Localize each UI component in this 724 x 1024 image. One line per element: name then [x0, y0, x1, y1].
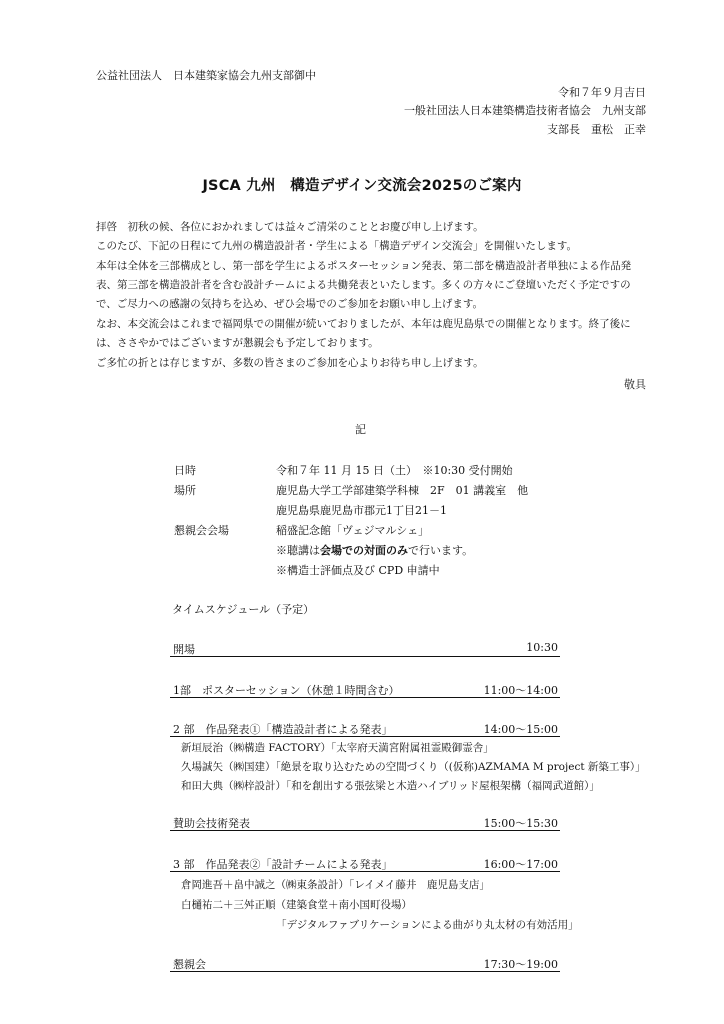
schedule-part2-label: 2 部 作品発表①「構造設計者による発表」	[173, 723, 393, 736]
addressee: 公益社団法人 日本建築家協会九州支部御中	[96, 69, 316, 82]
party-venue-value: 稲盛記念館「ヴェジマルシェ」	[276, 524, 430, 537]
schedule-sponsor-label: 賛助会技術発表	[173, 817, 250, 830]
venue-label: 場所	[174, 484, 196, 497]
sender-signer: 支部長 重松 正幸	[547, 123, 646, 136]
schedule-part2-time: 14:00～15:00	[483, 723, 558, 736]
part2-presenter: 久場誠矢（㈱国建）「絶景を取り込むための空間づくり（(仮称)AZMAMA M project 新築工事）」	[181, 761, 646, 773]
part2-presenter: 新垣辰治（㈱構造 FACTORY）「太宰府天満宮附属祖霊殿御霊舎」	[181, 742, 494, 754]
venue-value: 鹿児島大学工学部建築学科棟 2F 01 講義室 他	[276, 484, 529, 497]
schedule-part3-label: 3 部 作品発表②「設計チームによる発表」	[173, 858, 393, 871]
body-line: 表、第三部を構造設計者を含む設計チームによる共働発表といたします。多くの方々にご登壇いただく予定ですの	[96, 279, 631, 291]
timeschedule-label: タイムスケジュール（予定）	[172, 603, 315, 616]
attendance-note	[276, 542, 473, 558]
party-venue-label: 懇親会会場	[174, 524, 229, 537]
body-line: このたび、下記の日程にて九州の構造設計者・学生による「構造デザイン交流会」を開催いたします。	[96, 240, 578, 252]
schedule-party-time: 17:30～19:00	[483, 958, 558, 971]
part3-presenter: 倉岡進吾＋畠中誠之（㈱東条設計）「レイメイ藤井 鹿児島支店」	[181, 879, 490, 891]
schedule-part1-time: 11:00～14:00	[483, 684, 558, 697]
ki-heading: 記	[355, 423, 366, 436]
attendance-note-pre: ※聴講は	[276, 544, 320, 557]
schedule-open	[170, 641, 560, 657]
schedule-part2	[170, 721, 560, 737]
schedule-sponsor	[170, 815, 560, 831]
part2-presenter: 和田大典（㈱梓設計）「和を創出する張弦梁と木造ハイブリッド屋根架構（福岡武道館）」	[181, 780, 600, 792]
page-title: JSCA 九州 構造デザイン交流会2025のご案内	[202, 178, 522, 194]
schedule-party	[170, 956, 560, 972]
date-value: 令和７年 11 月 15 日（土） ※10:30 受付開始	[276, 464, 513, 477]
body-line: ご多忙の折とは存じますが、多数の皆さまのご参加を心よりお待ち申し上げます。	[96, 357, 484, 369]
schedule-open-time: 10:30	[526, 641, 558, 654]
cpd-note: ※構造士評価点及び CPD 申請中	[276, 564, 440, 577]
schedule-open-label: 開場	[173, 643, 195, 656]
schedule-party-label: 懇親会	[173, 958, 206, 971]
body-line: 拝啓 初秋の候、各位におかれましては益々ご清栄のこととお慶び申し上げます。	[96, 221, 484, 233]
body-line: なお、本交流会はこれまで福岡県での開催が続いておりましたが、本年は鹿児島県での開催となります。終了後に	[96, 318, 631, 330]
schedule-part3-time: 16:00～17:00	[483, 858, 558, 871]
issue-date: 令和７年９月吉日	[558, 86, 646, 99]
attendance-note-bold: 会場での対面のみ	[320, 544, 408, 557]
date-label: 日時	[174, 464, 196, 477]
closing: 敬具	[624, 378, 646, 391]
schedule-part3	[170, 856, 560, 872]
venue-address: 鹿児島県鹿児島市郡元1丁目21－1	[276, 504, 447, 517]
sender-organization: 一般社団法人日本建築構造技術者協会 九州支部	[404, 104, 646, 117]
part3-presenter: 白樋祐二＋三舛正順（建築食堂＋南小国町役場）	[181, 899, 412, 911]
body-line: で、ご尽力への感謝の気持ちを込め、ぜひ会場でのご参加をお願い申し上げます。	[96, 298, 484, 310]
schedule-part1	[170, 682, 560, 698]
part3-subtitle: 「デジタルファブリケーションによる曲がり丸太材の有効活用」	[276, 919, 579, 931]
schedule-sponsor-time: 15:00～15:30	[483, 817, 558, 830]
body-line: 本年は全体を三部構成とし、第一部を学生によるポスターセッション発表、第二部を構造設計者単独による作品発	[96, 260, 632, 272]
schedule-part1-label: 1部 ポスターセッション（休憩１時間含む）	[173, 684, 400, 697]
body-line: は、ささやかではございますが懇親会も予定しております。	[96, 337, 379, 349]
attendance-note-post: で行います。	[408, 544, 474, 557]
